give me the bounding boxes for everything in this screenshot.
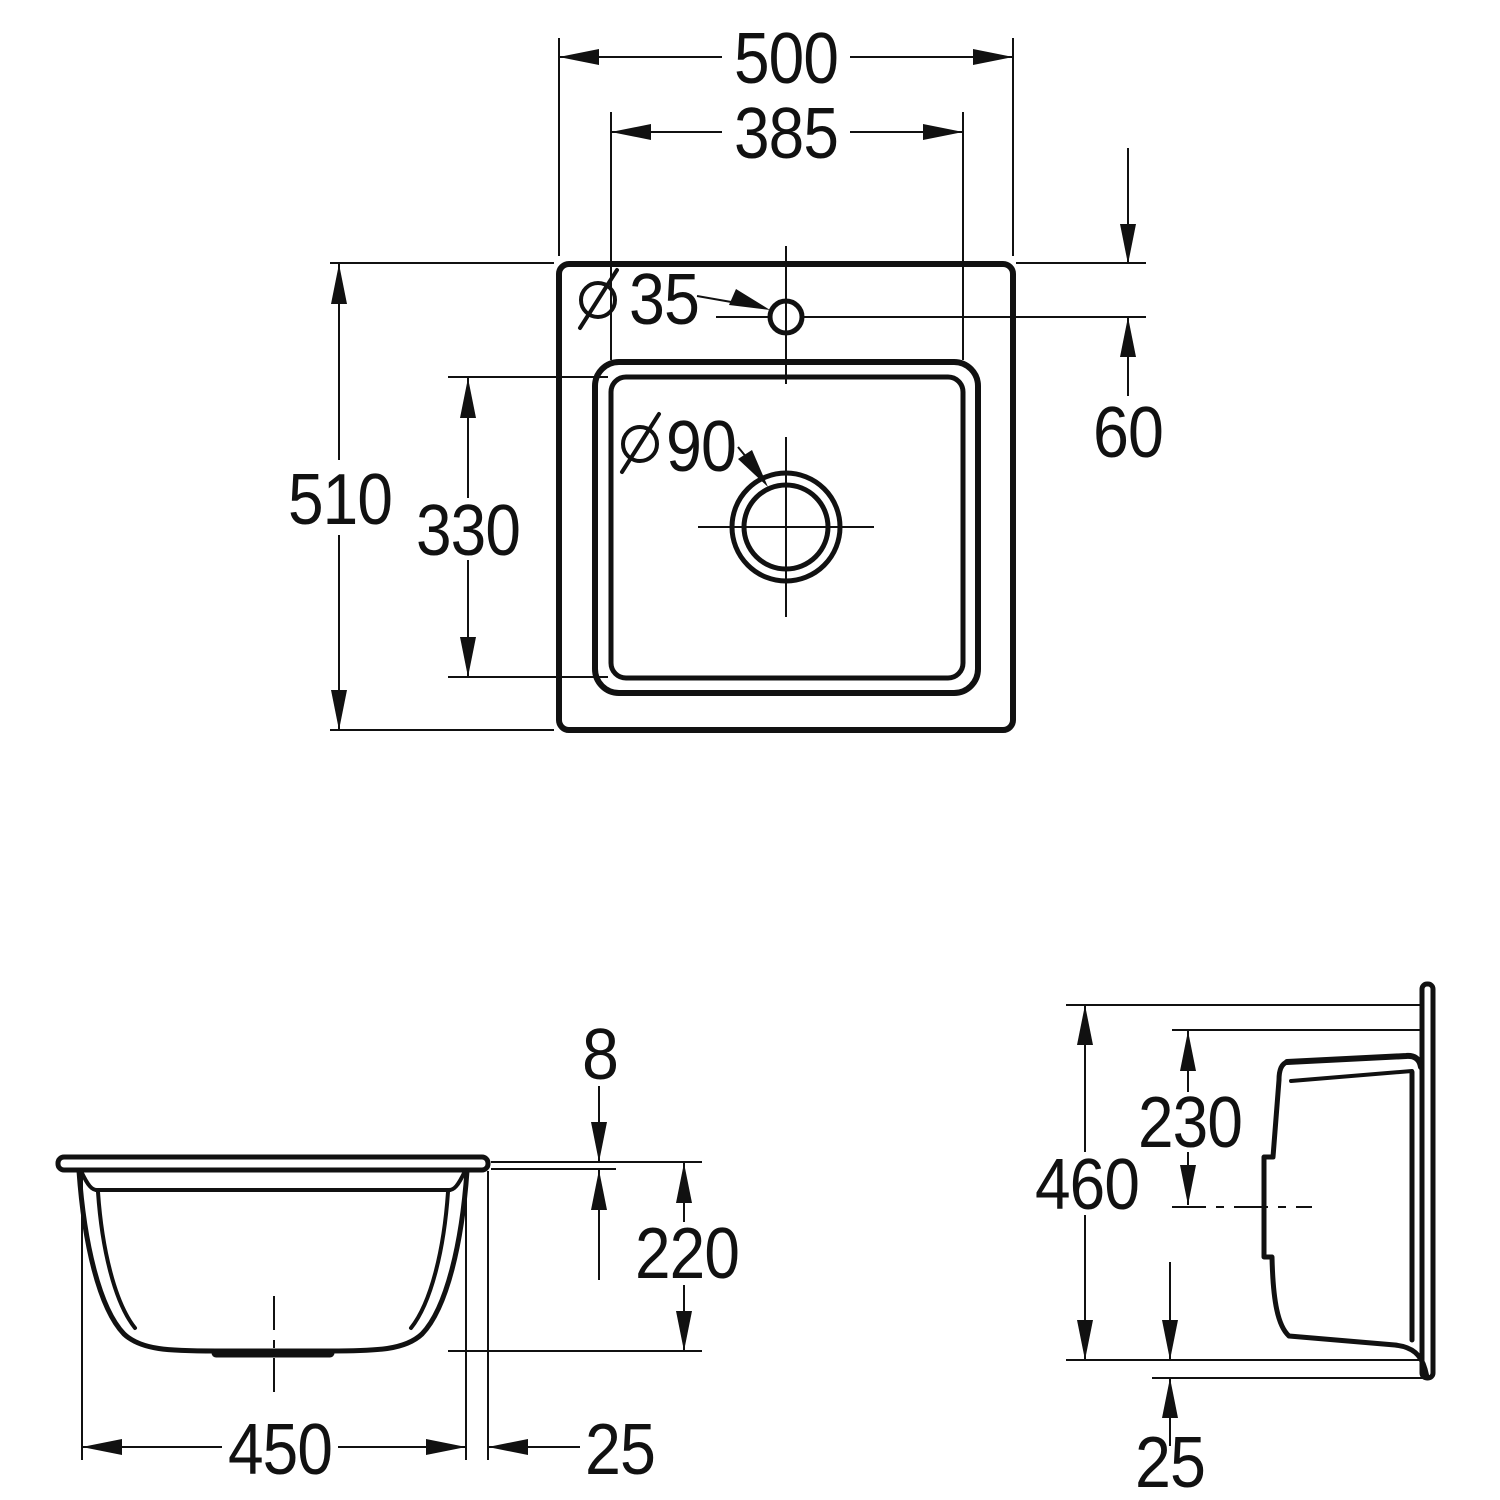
front-view [58,1015,739,1490]
drain-diameter-label [622,407,736,487]
bowl-side-profile [1264,1062,1427,1377]
dim-bottom-offset: 25 [1135,1423,1205,1500]
rim-fillet-right [449,1171,465,1190]
dim-rim-overhang: 25 [585,1410,655,1490]
top-view [288,19,1163,730]
dim-overall-width: 500 [734,19,838,99]
side-view [1035,984,1433,1500]
dim-bowl-height: 220 [635,1214,739,1294]
dim-drain-center-height: 230 [1138,1083,1242,1163]
front-view-outlines [58,1157,488,1400]
rim-top-edge [1287,1056,1421,1067]
dim-drain-diameter: 90 [666,407,736,487]
diameter-symbol-icon [622,414,659,472]
side-view-dimension-lines [1085,1005,1188,1446]
dim-overall-depth: 510 [288,460,392,540]
rim-bottom-edge [1291,1071,1412,1081]
dim-overall-height: 460 [1035,1145,1139,1225]
front-view-dimension-lines [82,1086,684,1447]
dim-bowl-width: 450 [228,1410,332,1490]
front-view-labels [228,1015,739,1490]
top-view-labels [288,19,1163,571]
dim-rim-thickness: 8 [582,1015,618,1095]
side-view-outlines [1172,984,1433,1378]
dim-bowl-depth: 330 [416,491,520,571]
bowl-inner-wall-left [98,1192,135,1328]
dim-tap-hole-diameter: 35 [629,260,699,340]
tap-hole-diameter-label [580,260,699,340]
rim-fillet-left [81,1171,97,1190]
dim-tap-offset: 60 [1093,393,1163,473]
back-plate [1422,984,1433,1378]
bowl-inner-wall-right [411,1192,448,1328]
side-view-labels [1035,1083,1242,1500]
dim-inner-width: 385 [734,94,838,174]
rim-profile [58,1157,488,1170]
